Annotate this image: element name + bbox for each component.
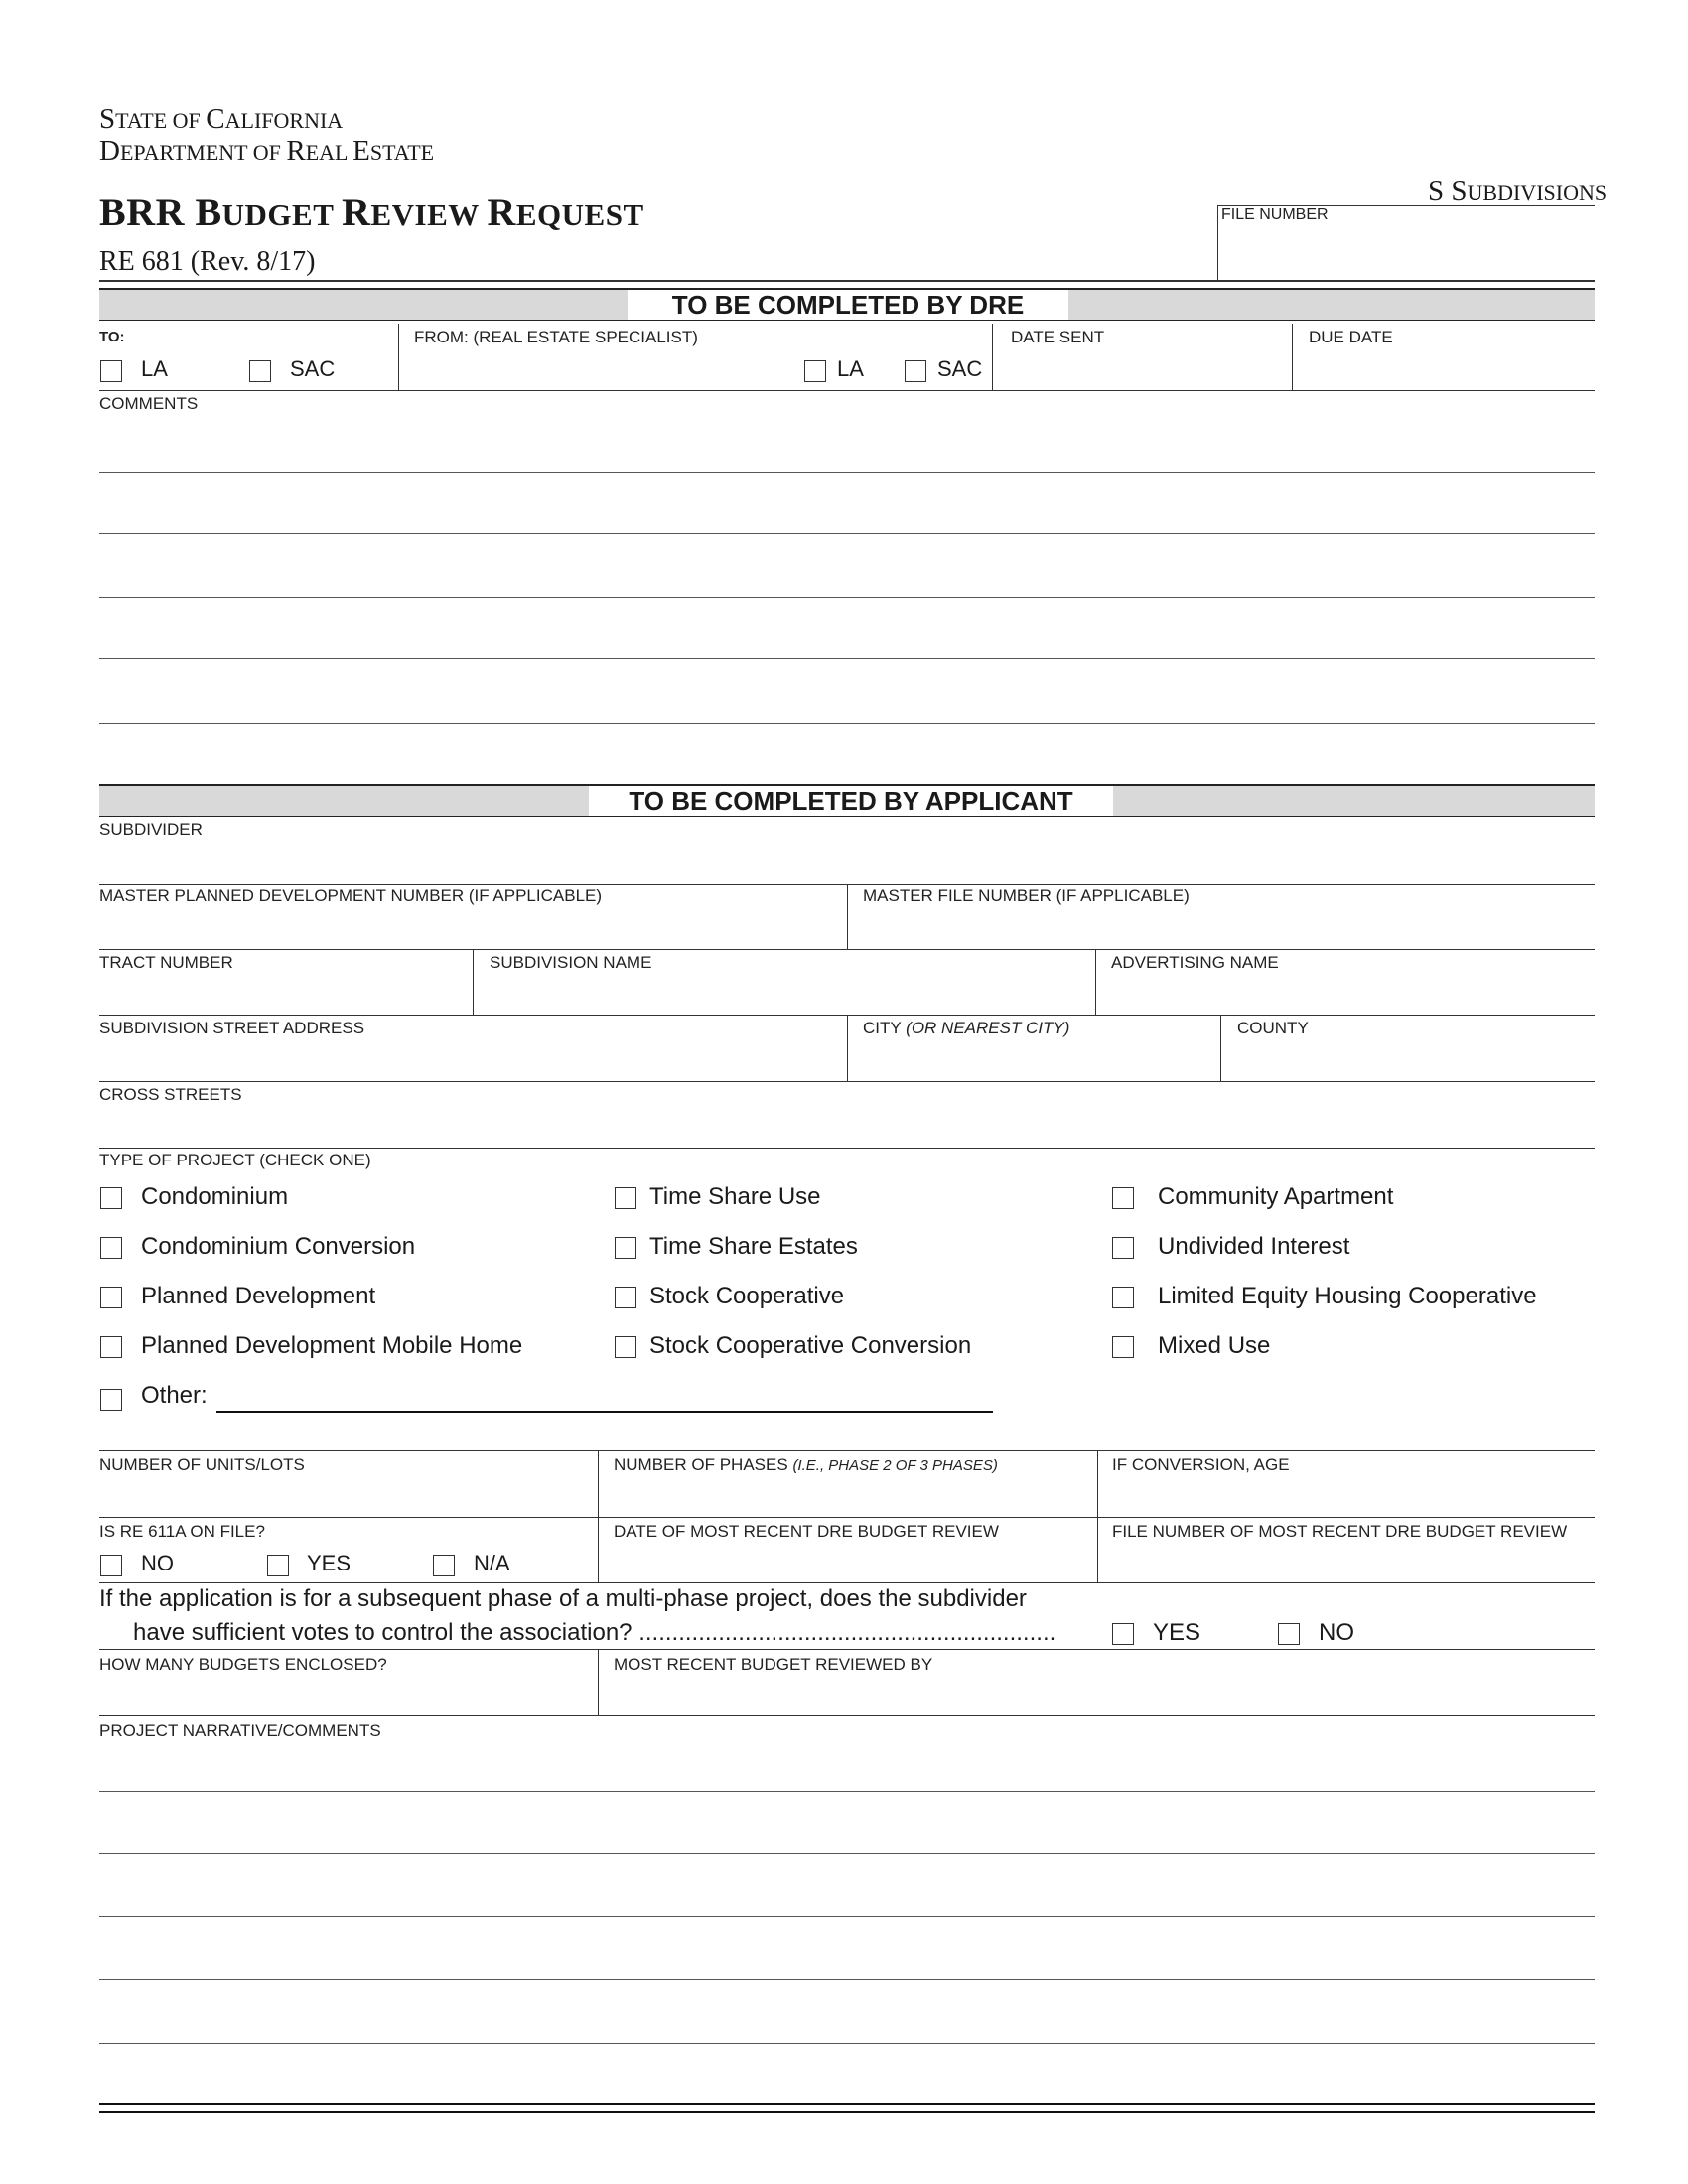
rule-units — [99, 1517, 1595, 1518]
project-type-checkbox[interactable] — [1112, 1237, 1134, 1259]
units-divider — [598, 1450, 599, 1517]
project-type-label: Stock Cooperative Conversion — [649, 1332, 972, 1359]
rule-budgets — [99, 1715, 1595, 1716]
phases-label: NUMBER OF PHASES — [614, 1455, 788, 1474]
dre-divider-1 — [398, 324, 399, 390]
to-sac-label: SAC — [290, 356, 336, 381]
rule-project-type — [99, 1450, 1595, 1451]
project-type-label: TYPE OF PROJECT (CHECK ONE) — [99, 1151, 371, 1169]
dre-divider-3 — [1292, 324, 1293, 390]
narrative-line-5 — [99, 2043, 1595, 2044]
due-date-input[interactable] — [1303, 349, 1591, 387]
advertising-name-label: ADVERTISING NAME — [1111, 953, 1279, 972]
project-type-checkbox[interactable] — [1112, 1187, 1134, 1209]
project-type-label: Time Share Use — [649, 1183, 821, 1210]
cross-streets-label: CROSS STREETS — [99, 1085, 242, 1104]
rule-votes — [99, 1649, 1595, 1650]
recent-review-divider — [1097, 1517, 1098, 1582]
reviewed-by-input[interactable] — [610, 1677, 1591, 1712]
project-type-checkbox[interactable] — [1112, 1287, 1134, 1308]
master-file-input[interactable] — [860, 908, 1591, 946]
dre-section-band — [99, 288, 1595, 321]
project-type-label: Condominium — [141, 1183, 289, 1210]
agency-line-1: STATE OF CALIFORNIA — [99, 103, 344, 135]
from-sac-label: SAC — [937, 356, 983, 381]
city-divider — [1220, 1015, 1221, 1081]
agency-line-2: DEPARTMENT OF REAL ESTATE — [99, 135, 435, 167]
comments-line-2 — [99, 533, 1595, 534]
from-la-checkbox[interactable] — [804, 360, 826, 382]
city-hint: (OR NEAREST CITY) — [906, 1019, 1070, 1037]
phases-input[interactable] — [610, 1477, 1092, 1515]
city-label: CITY — [863, 1019, 902, 1037]
project-type-label: Stock Cooperative — [649, 1283, 845, 1309]
comments-line-4 — [99, 658, 1595, 659]
re611a-no-checkbox[interactable] — [100, 1555, 122, 1576]
other-input[interactable] — [216, 1380, 993, 1410]
narrative-line-4 — [99, 1979, 1595, 1980]
phases-divider — [1097, 1450, 1098, 1517]
to-la-checkbox[interactable] — [100, 360, 122, 382]
footer-rule-2 — [99, 2111, 1595, 2113]
project-type-checkbox[interactable] — [615, 1287, 636, 1308]
dre-row-rule — [99, 390, 1595, 391]
city-label-group — [863, 1019, 1069, 1038]
file-number-left-rule — [1217, 205, 1218, 280]
re611a-yes-checkbox[interactable] — [267, 1555, 289, 1576]
comments-line-1 — [99, 472, 1595, 473]
date-sent-input[interactable] — [1003, 349, 1281, 387]
division-label: S SUBDIVISIONS — [1428, 175, 1608, 206]
comments-line-3 — [99, 597, 1595, 598]
tract-input[interactable] — [99, 975, 469, 1013]
from-sac-checkbox[interactable] — [905, 360, 926, 382]
file-number-label: FILE NUMBER — [1221, 206, 1329, 223]
re611a-label: IS RE 611A ON FILE? — [99, 1522, 265, 1541]
re611a-na-checkbox[interactable] — [433, 1555, 455, 1576]
to-la-label: LA — [141, 356, 168, 381]
re611a-na-label: N/A — [474, 1551, 510, 1575]
recent-review-date-input[interactable] — [610, 1544, 1092, 1579]
project-type-label: Planned Development Mobile Home — [141, 1332, 523, 1359]
address-divider — [847, 1015, 848, 1081]
master-file-label: MASTER FILE NUMBER (IF APPLICABLE) — [863, 887, 1190, 905]
phases-hint: (I.E., PHASE 2 OF 3 PHASES) — [792, 1457, 998, 1474]
project-type-checkbox[interactable] — [100, 1187, 122, 1209]
project-type-checkbox[interactable] — [615, 1336, 636, 1358]
master-planned-input[interactable] — [99, 908, 844, 946]
narrative-area[interactable] — [99, 1743, 1595, 2041]
narrative-line-2 — [99, 1853, 1595, 1854]
applicant-section-title: TO BE COMPLETED BY APPLICANT — [589, 786, 1113, 816]
city-input[interactable] — [860, 1040, 1215, 1078]
project-type-label: Community Apartment — [1158, 1183, 1394, 1210]
votes-question-line-1: If the application is for a subsequent phase of a multi-phase project, does the subdivider — [99, 1585, 1027, 1612]
project-type-checkbox[interactable] — [100, 1287, 122, 1308]
rule-master — [99, 949, 1595, 950]
other-underline — [216, 1411, 993, 1413]
from-la-label: LA — [837, 356, 864, 381]
rule-re611a — [99, 1582, 1595, 1583]
dre-divider-2 — [992, 324, 993, 390]
cross-streets-input[interactable] — [99, 1107, 1595, 1145]
votes-yes-checkbox[interactable] — [1112, 1623, 1134, 1645]
applicant-section-band — [99, 784, 1595, 817]
narrative-label: PROJECT NARRATIVE/COMMENTS — [99, 1721, 381, 1740]
votes-question-line-2: have sufficient votes to control the association? ............................................................... — [133, 1619, 1056, 1646]
project-type-label: Limited Equity Housing Cooperative — [1158, 1283, 1537, 1309]
conversion-age-label: IF CONVERSION, AGE — [1112, 1455, 1290, 1474]
header-bottom-rule — [99, 280, 1595, 282]
recent-review-date-label: DATE OF MOST RECENT DRE BUDGET REVIEW — [614, 1522, 999, 1541]
project-type-checkbox[interactable] — [100, 1237, 122, 1259]
rule-address — [99, 1081, 1595, 1082]
subdivision-name-divider — [1095, 949, 1096, 1015]
rule-cross-streets — [99, 1148, 1595, 1149]
footer-rule-1 — [99, 2103, 1595, 2105]
master-planned-label: MASTER PLANNED DEVELOPMENT NUMBER (IF APPLICABLE) — [99, 887, 603, 905]
from-label: FROM: (REAL ESTATE SPECIALIST) — [414, 328, 698, 346]
project-type-label: Time Share Estates — [649, 1233, 858, 1260]
county-input[interactable] — [1233, 1040, 1591, 1078]
from-specialist-input[interactable] — [414, 349, 791, 385]
project-type-label: Undivided Interest — [1158, 1233, 1350, 1260]
county-label: COUNTY — [1237, 1019, 1309, 1037]
project-type-checkbox[interactable] — [100, 1336, 122, 1358]
file-number-input[interactable] — [1223, 228, 1591, 276]
narrative-line-1 — [99, 1791, 1595, 1792]
subdivider-label: SUBDIVIDER — [99, 820, 203, 839]
units-label: NUMBER OF UNITS/LOTS — [99, 1455, 305, 1474]
master-divider — [847, 884, 848, 949]
tract-divider — [473, 949, 474, 1015]
project-type-label: Mixed Use — [1158, 1332, 1271, 1359]
recent-review-file-input[interactable] — [1110, 1544, 1591, 1579]
budgets-enclosed-input[interactable] — [99, 1677, 594, 1712]
votes-no-checkbox[interactable] — [1278, 1623, 1300, 1645]
comments-line-5 — [99, 723, 1595, 724]
comments-label: COMMENTS — [99, 394, 199, 413]
street-address-input[interactable] — [99, 1040, 842, 1078]
subdivider-input[interactable] — [99, 842, 1595, 880]
project-type-label: Condominium Conversion — [141, 1233, 416, 1260]
date-sent-label: DATE SENT — [1011, 328, 1105, 346]
votes-yes-label: YES — [1153, 1619, 1201, 1646]
to-sac-checkbox[interactable] — [249, 360, 271, 382]
subdivision-name-label: SUBDIVISION NAME — [490, 953, 652, 972]
project-type-checkbox[interactable] — [615, 1237, 636, 1259]
other-checkbox[interactable] — [100, 1389, 122, 1411]
project-type-label: Planned Development — [141, 1283, 376, 1309]
budgets-divider — [598, 1649, 599, 1715]
to-label: TO: — [99, 329, 125, 345]
form-title: BRR BUDGET REVIEW REQUEST — [99, 190, 644, 234]
dre-section-title: TO BE COMPLETED BY DRE — [628, 290, 1068, 320]
form-number: RE 681 (Rev. 8/17) — [99, 246, 316, 277]
comments-area[interactable] — [99, 417, 1595, 725]
project-type-checkbox[interactable] — [615, 1187, 636, 1209]
subdivision-name-input[interactable] — [487, 975, 1090, 1013]
re611a-no-label: NO — [141, 1551, 174, 1575]
project-type-checkbox[interactable] — [1112, 1336, 1134, 1358]
reviewed-by-label: MOST RECENT BUDGET REVIEWED BY — [614, 1655, 933, 1674]
other-label: Other: — [141, 1382, 208, 1409]
votes-no-label: NO — [1319, 1619, 1354, 1646]
budgets-enclosed-label: HOW MANY BUDGETS ENCLOSED? — [99, 1655, 387, 1674]
street-address-label: SUBDIVISION STREET ADDRESS — [99, 1019, 365, 1037]
due-date-label: DUE DATE — [1309, 328, 1393, 346]
re611a-yes-label: YES — [307, 1551, 352, 1575]
units-input[interactable] — [99, 1477, 594, 1515]
advertising-name-input[interactable] — [1108, 975, 1591, 1013]
phases-label-group — [614, 1455, 998, 1475]
narrative-line-3 — [99, 1916, 1595, 1917]
tract-label: TRACT NUMBER — [99, 953, 233, 972]
conversion-age-input[interactable] — [1110, 1477, 1591, 1515]
recent-review-file-label: FILE NUMBER OF MOST RECENT DRE BUDGET REVIEW — [1112, 1522, 1568, 1541]
re611a-divider — [598, 1517, 599, 1582]
